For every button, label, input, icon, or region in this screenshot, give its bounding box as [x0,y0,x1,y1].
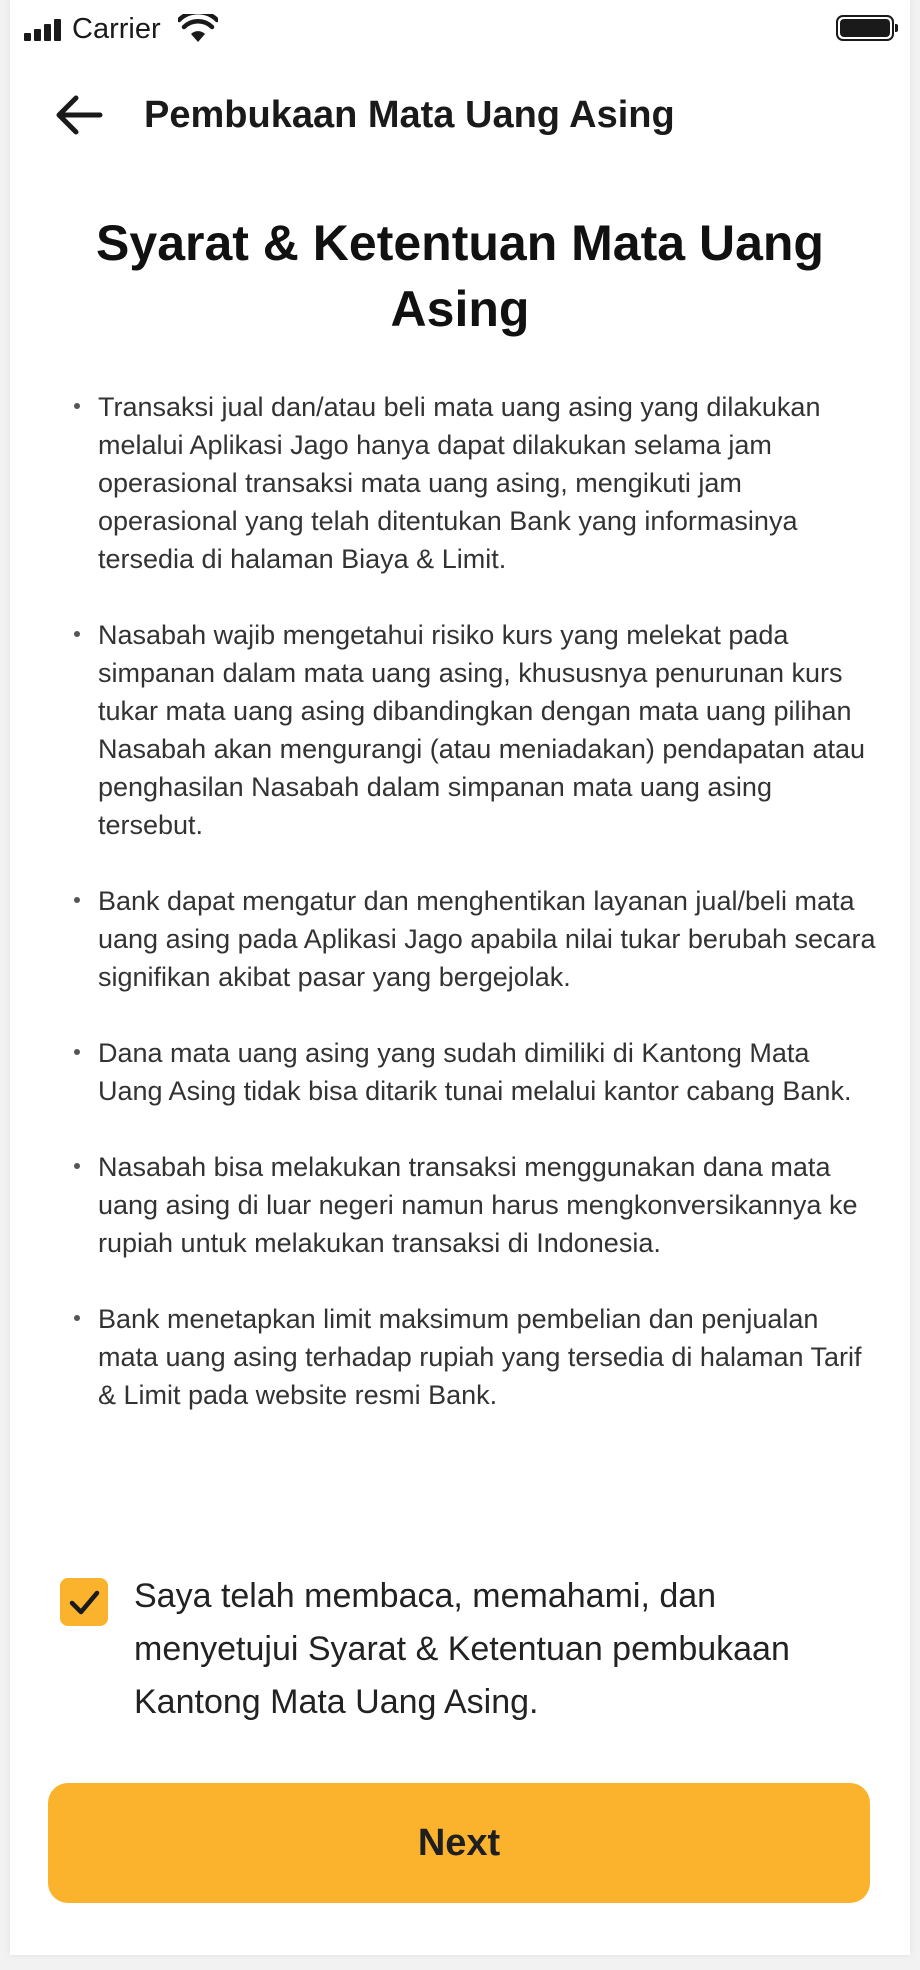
terms-item-text: Transaksi jual dan/atau beli mata uang asing yang dilakukan melalui Aplikasi Jago hanya dapat dilakukan selama jam operasional transaksi mata uang asing, mengikuti jam operasional yang telah ditentukan Bank yang informasinya tersedia di halaman Biaya & Limit. [98,392,821,574]
signal-icon [24,19,64,41]
arrow-left-icon [52,90,106,140]
bullet-icon [74,897,80,903]
bullet-icon [74,631,80,637]
status-bar [10,0,910,60]
carrier-label: Carrier [72,13,161,45]
terms-item-text: Nasabah bisa melakukan transaksi menggunakan dana mata uang asing di luar negeri namun harus mengkonversikannya ke rupiah untuk melakukan transaksi di Indonesia. [98,1152,858,1258]
wifi-icon [178,14,218,44]
app-header [10,70,910,160]
bullet-icon [74,1163,80,1169]
consent-checkbox[interactable] [60,1578,108,1626]
terms-item [10,1300,910,1414]
terms-item [10,882,910,996]
terms-item-text: Bank dapat mengatur dan menghentikan layanan jual/beli mata uang asing pada Aplikasi Jago apabila nilai tukar berubah secara signifikan akibat pasar yang bergejolak. [98,886,876,992]
next-button[interactable]: Next [48,1783,870,1903]
terms-list [10,388,910,1452]
terms-item [10,1148,910,1262]
header-title: Pembukaan Mata Uang Asing [144,94,675,136]
terms-item [10,388,910,578]
terms-item-text: Dana mata uang asing yang sudah dimiliki di Kantong Mata Uang Asing tidak bisa ditarik tunai melalui kantor cabang Bank. [98,1038,852,1106]
bullet-icon [74,1049,80,1055]
terms-item-text: Bank menetapkan limit maksimum pembelian dan penjualan mata uang asing terhadap rupiah yang tersedia di halaman Tarif & Limit pada website resmi Bank. [98,1304,862,1410]
back-button[interactable] [52,90,106,140]
page-heading: Syarat & Ketentuan Mata Uang Asing [96,215,824,337]
app-screen [10,0,910,1955]
consent-text: Saya telah membaca, memahami, dan menyetujui Syarat & Ketentuan pembukaan Kantong Mata Uang Asing. [134,1577,790,1721]
battery-icon [836,15,894,41]
terms-item [10,616,910,844]
terms-item [10,1034,910,1110]
check-icon [60,1578,108,1626]
bullet-icon [74,1315,80,1321]
bullet-icon [74,403,80,409]
terms-item-text: Nasabah wajib mengetahui risiko kurs yang melekat pada simpanan dalam mata uang asing, khususnya penurunan kurs tukar mata uang asing dibandingkan dengan mata uang pilihan Nasabah akan mengurangi (atau meniadakan) pendapatan atau penghasilan Nasabah dalam simpanan mata uang asing tersebut. [98,620,866,840]
